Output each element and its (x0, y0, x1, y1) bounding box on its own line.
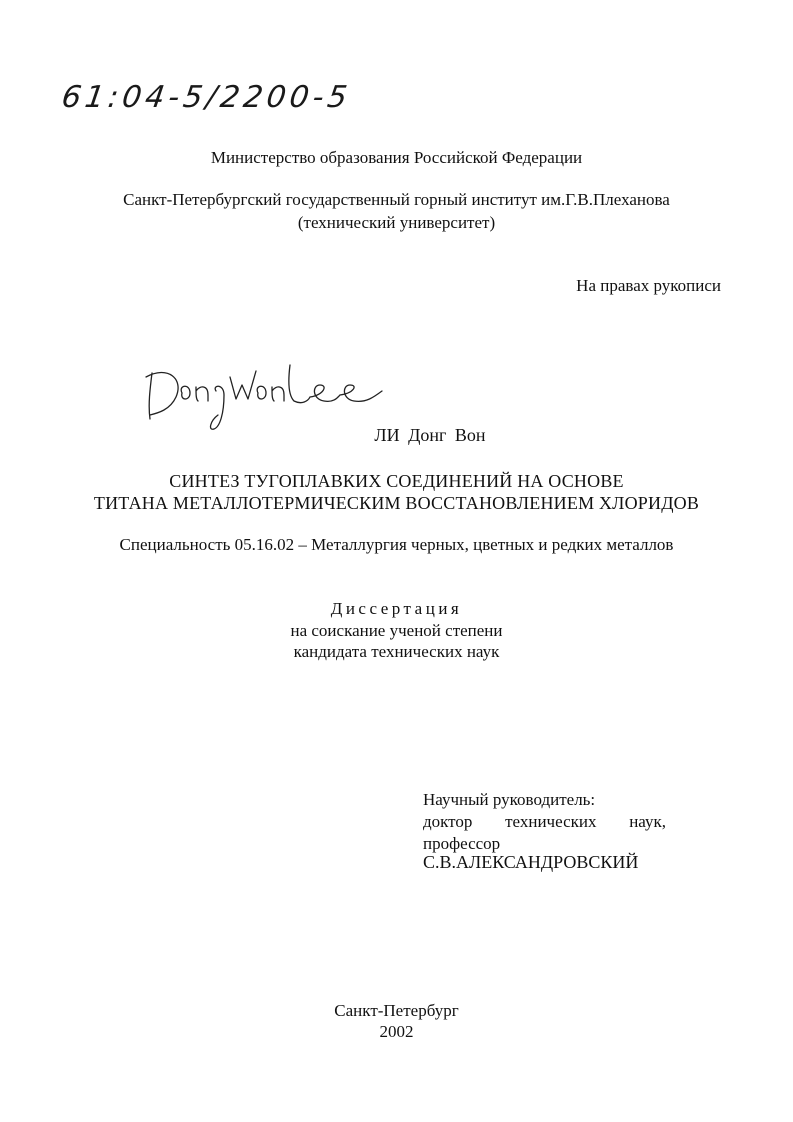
degree-purpose: на соискание ученой степени (290, 621, 503, 640)
work-type: Диссертация (330, 599, 463, 618)
dissertation-title-line: СИНТЕЗ ТУГОПЛАВКИХ СОЕДИНЕНИЙ НА ОСНОВЕ (169, 471, 624, 491)
institute-name: Санкт-Петербургский государственный горный институт им.Г.В.Плеханова (123, 190, 670, 209)
manuscript-rights-note: На правах рукописи (576, 276, 721, 295)
year: 2002 (379, 1022, 414, 1041)
advisor-name: С.В.АЛЕКСАНДРОВСКИЙ (423, 852, 639, 872)
degree-name: кандидата технических наук (293, 642, 500, 661)
city: Санкт-Петербург (334, 1001, 459, 1020)
author-name: ЛИ Донг Вон (374, 425, 486, 445)
advisor-degree-word: доктор (423, 812, 473, 831)
institute-subtitle: (технический университет) (297, 213, 496, 232)
advisor-degree (423, 811, 666, 833)
advisor-label: Научный руководитель: (423, 790, 596, 809)
archive-code: 61:04-5/2200-5 (59, 80, 354, 115)
author-signature (138, 355, 388, 430)
dissertation-title-line: ТИТАНА МЕТАЛЛОТЕРМИЧЕСКИМ ВОССТАНОВЛЕНИЕМ ХЛОРИДОВ (93, 493, 700, 513)
advisor-degree-word: технических (505, 812, 597, 831)
specialty: Специальность 05.16.02 – Металлургия черных, цветных и редких металлов (119, 535, 674, 554)
ministry-name: Министерство образования Российской Федерации (210, 148, 583, 167)
advisor-degree-word: наук, (629, 812, 666, 831)
advisor-title: профессор (423, 834, 501, 853)
